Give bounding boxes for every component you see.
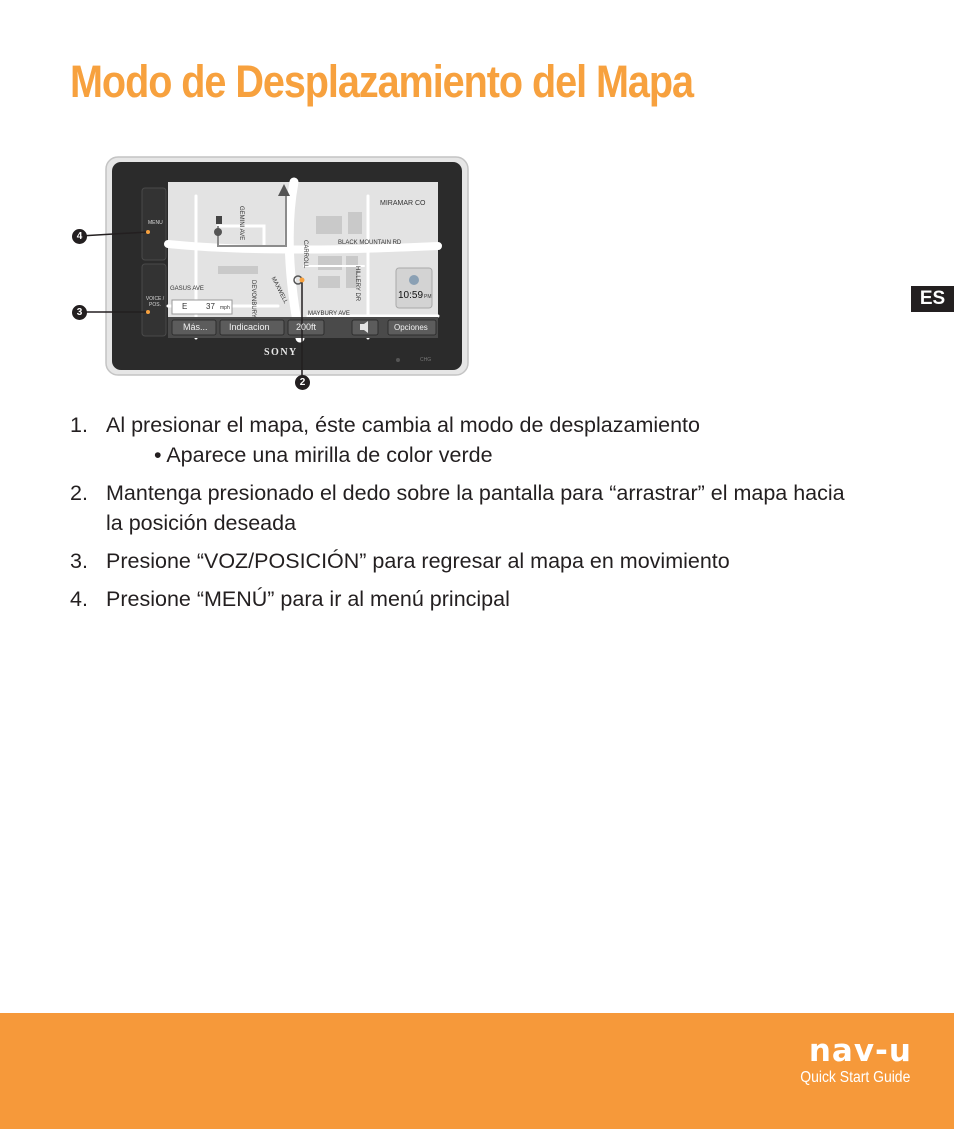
- map-label-carroll: CARROLL: [302, 240, 308, 269]
- directions-button-label: Indicacion: [229, 322, 270, 332]
- map-label-pegasus: GASUS AVE: [170, 286, 204, 292]
- callout-3: 3: [72, 305, 87, 320]
- instruction-text: Al presionar el mapa, éste cambia al modo de desplazamiento: [106, 413, 700, 437]
- callout-3-dot: [146, 310, 150, 314]
- map-label-maxwell: MAXWELL: [269, 276, 289, 305]
- clock-box: [396, 268, 432, 308]
- options-button-label: Opciones: [394, 323, 428, 332]
- instruction-number: 3.: [70, 549, 88, 573]
- voice-pos-button-label: VOICE / POS.: [145, 296, 165, 308]
- instruction-number: 2.: [70, 481, 88, 505]
- map-label-devonbury: DEVONBURY: [250, 280, 256, 318]
- instruction-number: 1.: [70, 413, 88, 437]
- nav-u-logo: nav-u: [808, 1033, 912, 1069]
- map-label-hillery: HILLERY DR: [354, 266, 360, 302]
- page-title: Modo de Desplazamiento del Mapa: [70, 56, 693, 107]
- instruction-subitem: • Aparece una mirilla de color verde: [154, 443, 493, 467]
- map-label-gemini: GEMINI AVE: [238, 206, 244, 241]
- instruction-item: [70, 478, 860, 538]
- power-led-icon: [396, 358, 400, 362]
- instruction-text: Presione “MENÚ” para ir al menú principal: [106, 587, 510, 611]
- instruction-text: Mantenga presionado el dedo sobre la pantalla para “arrastrar” el mapa hacia la posición deseada: [106, 481, 845, 535]
- map-label-black-mountain: BLACK MOUNTAIN RD: [338, 240, 402, 246]
- map-label-mayberry: MAYBURY AVE: [308, 311, 350, 317]
- callout-4-dot: [146, 230, 150, 234]
- clock-suffix: PM: [424, 294, 432, 300]
- speed-value: 37: [206, 302, 215, 311]
- more-button-label: Más...: [183, 322, 208, 332]
- gps-device-figure: [68, 156, 472, 394]
- destination-flag-icon: [216, 216, 222, 224]
- instruction-text: Presione “VOZ/POSICIÓN” para regresar al mapa en movimiento: [106, 549, 730, 573]
- callout-2: 2: [295, 375, 310, 390]
- menu-button-label: MENU: [148, 220, 163, 226]
- instruction-item: [70, 546, 860, 576]
- gps-device-illustration: [68, 156, 472, 394]
- current-position-icon: [214, 228, 222, 236]
- instruction-item: [70, 584, 860, 614]
- speed-unit: mph: [220, 305, 230, 311]
- scale-label: 200ft: [296, 322, 317, 332]
- instruction-list: [70, 410, 860, 622]
- language-tab: ES: [911, 286, 954, 312]
- instruction-number: 4.: [70, 587, 88, 611]
- callout-2-dot: [300, 278, 305, 283]
- compass-icon: [409, 275, 419, 285]
- map-label-miramar: MIRAMAR CO: [380, 200, 426, 207]
- callout-4: 4: [72, 229, 87, 244]
- charge-label: CHG: [420, 357, 432, 363]
- quick-start-guide-label: Quick Start Guide: [799, 1069, 910, 1086]
- instruction-item: [70, 410, 860, 470]
- clock-time: 10:59: [398, 290, 424, 301]
- brand-logo: SONY: [264, 347, 298, 358]
- speed-heading: E: [182, 302, 188, 311]
